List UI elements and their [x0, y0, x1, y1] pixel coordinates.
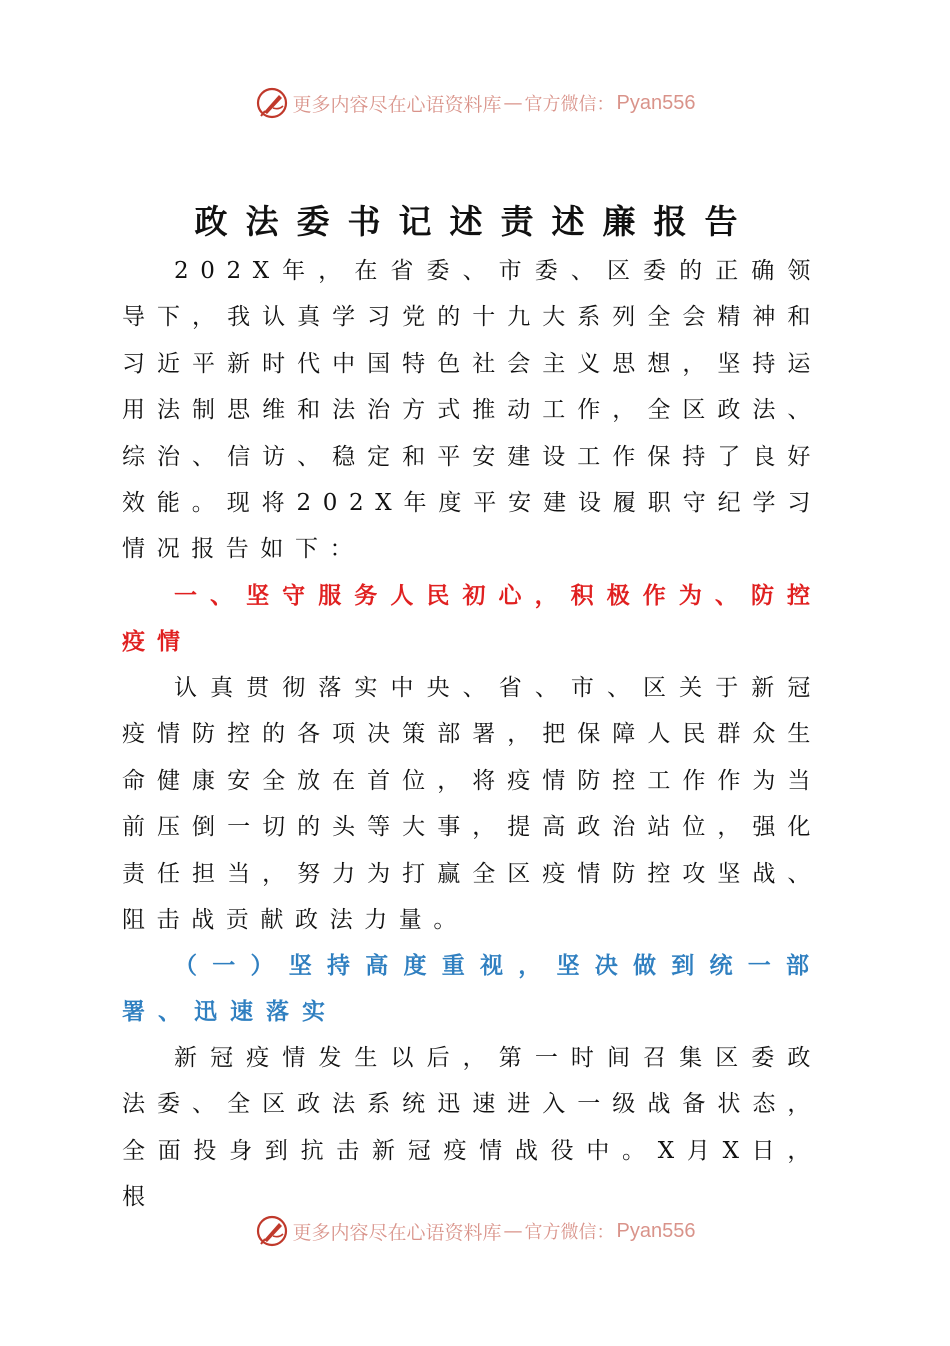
- subsection-1: [122, 943, 822, 1036]
- watermark-wechat-id: Pyan556: [616, 91, 696, 114]
- section-heading-1: 一、坚守服务人民初心，积极作为、防控疫情: [122, 583, 822, 656]
- section-1: [122, 573, 822, 666]
- section-1-paragraph: 认真贯彻落实中央、省、市、区关于新冠疫情防控的各项决策部署，把保障人民群众生命健康安全放在首位，将疫情防控工作作为当前压倒一切的头等大事，提高政治站位，强化责任担当，努力为打赢全区疫情防控攻坚战、阻击战贡献政法力量。: [122, 675, 822, 934]
- document-title: 政法委书记述责述廉报告: [194, 202, 756, 241]
- watermark-wechat-label: 官方微信：: [524, 1222, 615, 1243]
- subsection-1-paragraph: 新冠疫情发生以后，第一时间召集区委政法委、全区政法系统迅速进入一级战备状态，全面投身到抗击新冠疫情战役中。X月X日，根: [122, 1045, 822, 1211]
- footer-watermark-banner: [0, 1214, 950, 1248]
- watermark-text: [293, 1218, 696, 1245]
- watermark-text: [293, 90, 696, 117]
- subsection-1-body: [122, 1035, 822, 1221]
- watermark-main-text: 更多内容尽在心语资料库: [292, 1221, 502, 1244]
- watermark-main-text: 更多内容尽在心语资料库: [292, 93, 502, 116]
- watermark-dash: —: [503, 1220, 523, 1242]
- intro-paragraph: 202X年，在省委、市委、区委的正确领导下，我认真学习党的十九大系列全会精神和习近平新时代中国特色社会主义思想，坚持运用法制思维和法治方式推动工作，全区政法、综治、信访、稳定和平安建设工作保持了良好效能。现将202X年度平安建设履职守纪学习情况报告如下：: [122, 258, 822, 563]
- watermark-dash: —: [503, 92, 523, 114]
- document-body: [122, 248, 822, 573]
- quill-pen-logo-icon: [255, 86, 289, 120]
- header-watermark-banner: [0, 86, 950, 120]
- section-1-body: [122, 665, 822, 943]
- watermark-wechat-label: 官方微信：: [524, 94, 615, 115]
- quill-pen-logo-icon: [255, 1214, 289, 1248]
- watermark-wechat-id: Pyan556: [616, 1219, 696, 1242]
- subsection-heading-1: （一）坚持高度重视，坚决做到统一部署、迅速落实: [122, 953, 822, 1026]
